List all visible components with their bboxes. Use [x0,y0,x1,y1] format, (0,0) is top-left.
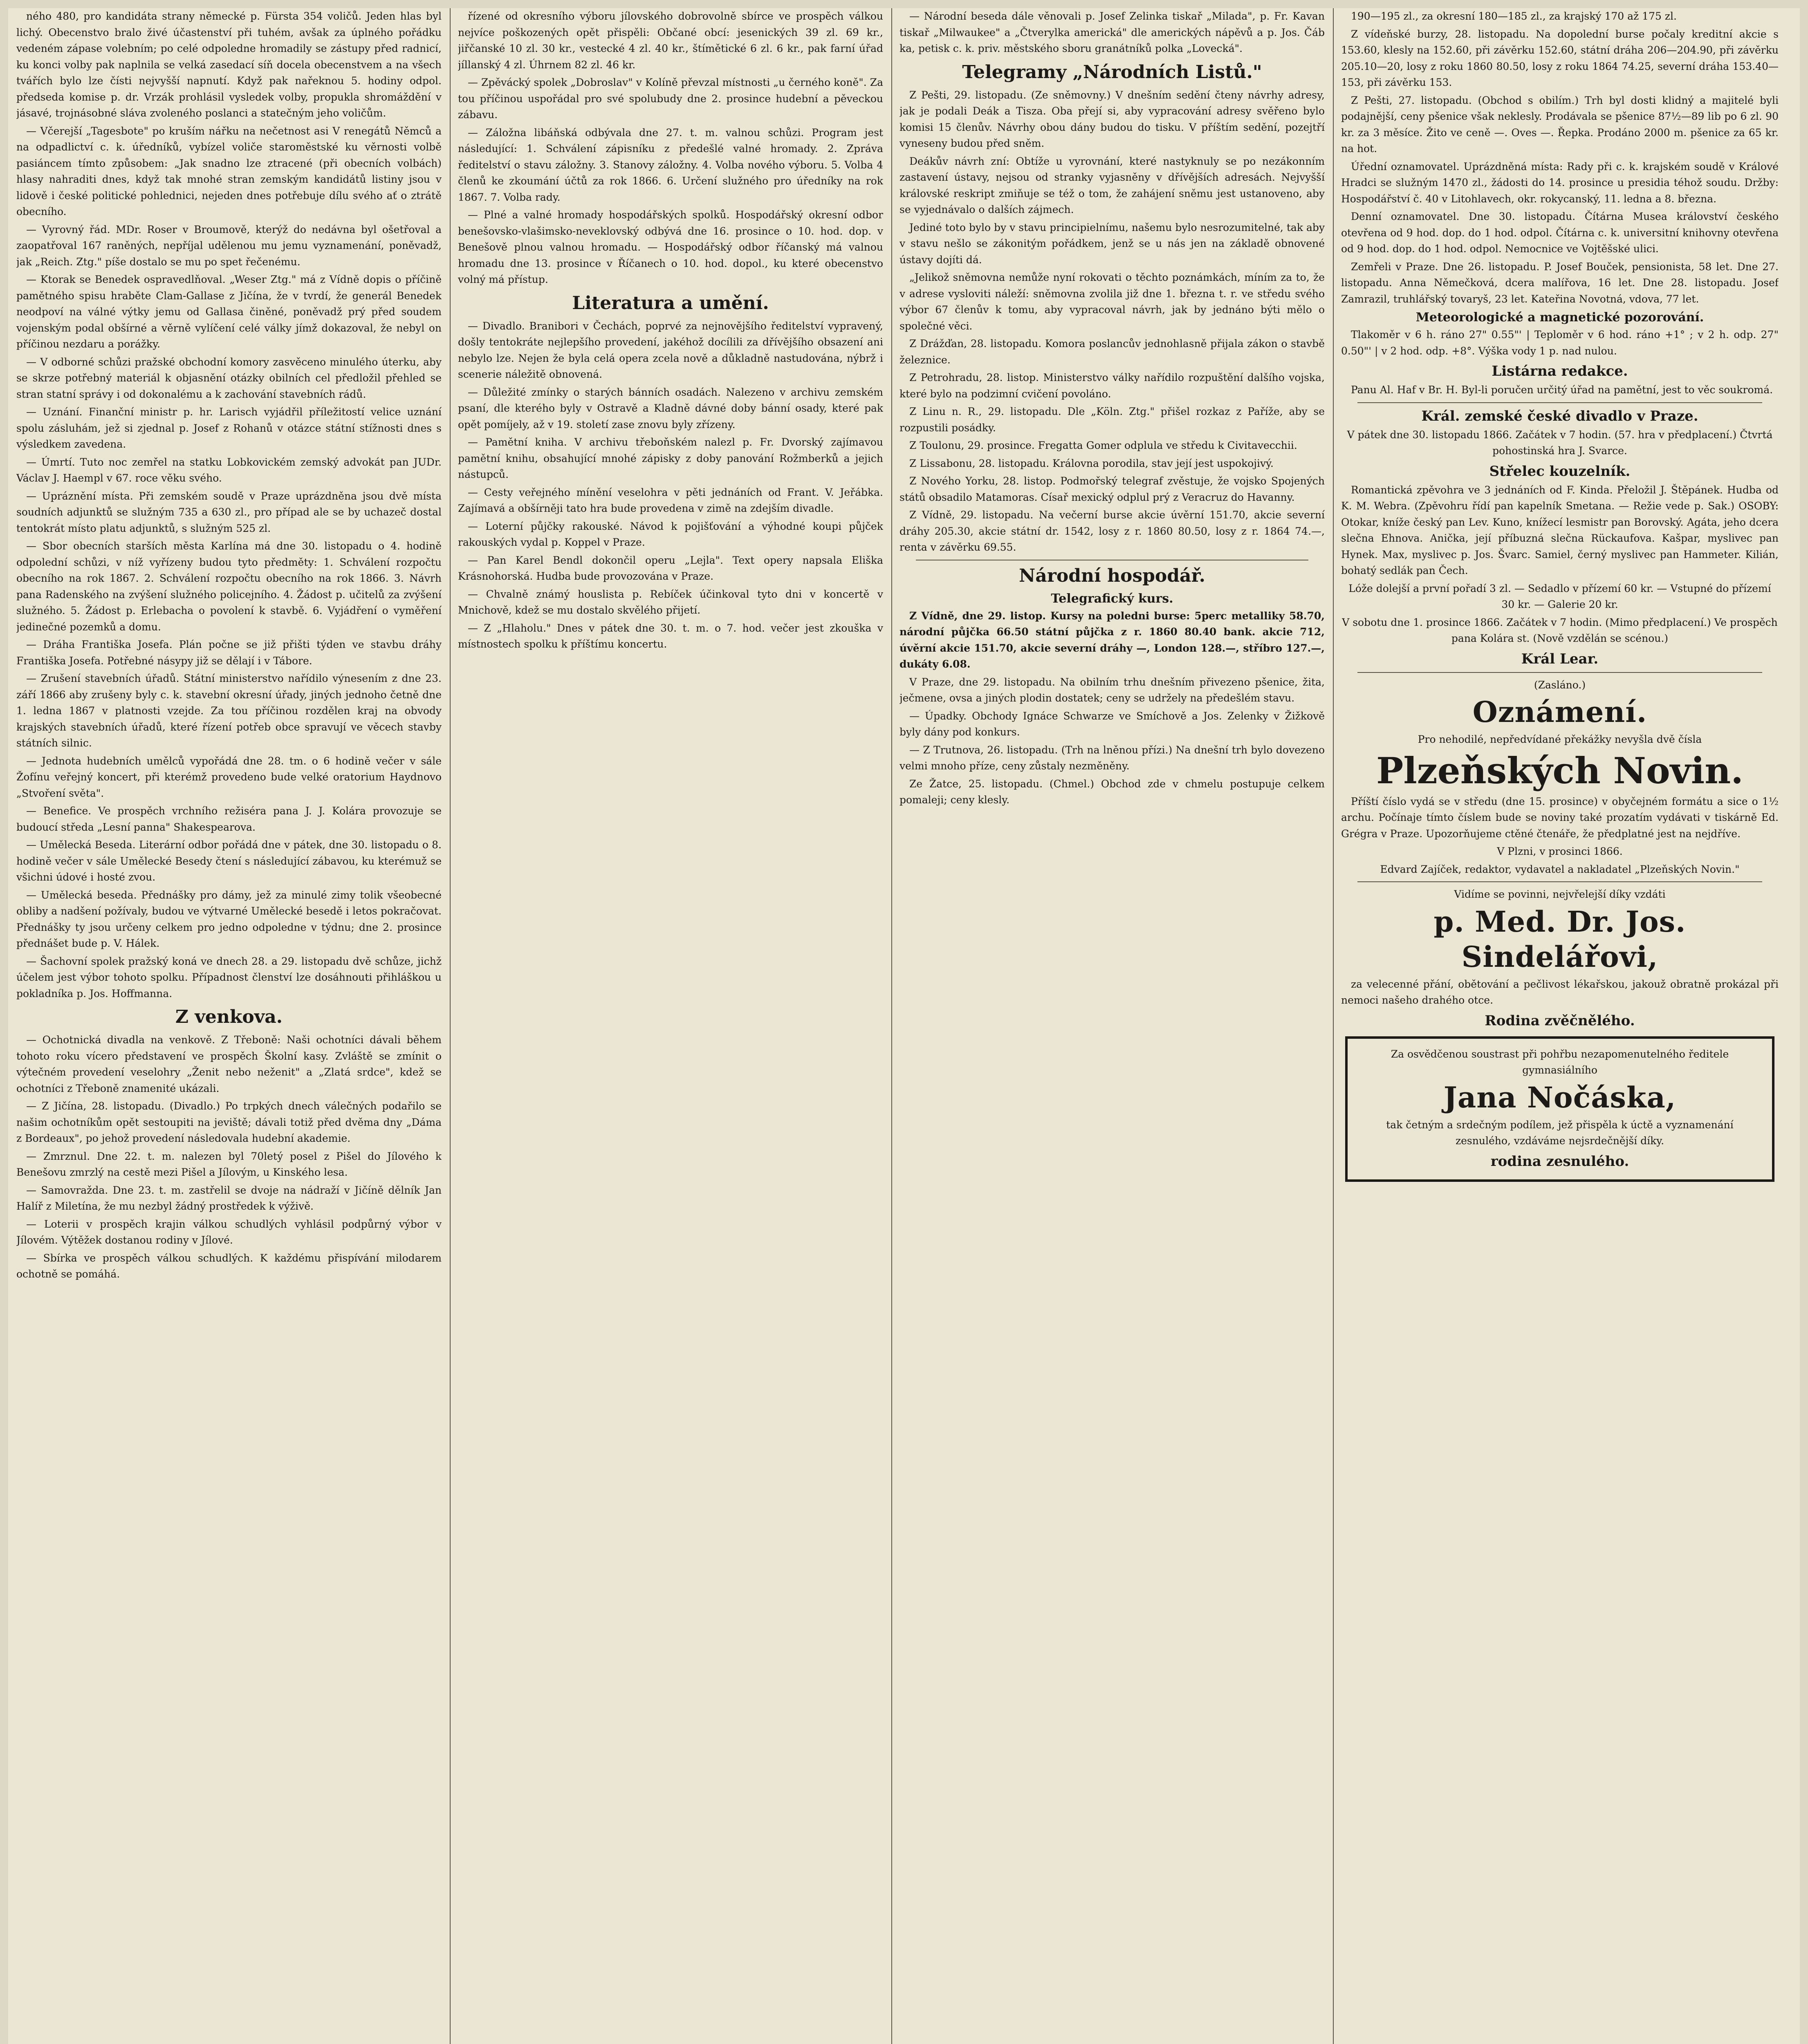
paragraph: — Sbor obecních starších města Karlína má dne 30. listopadu o 4. hodině odpolední schůzi, v níž vyřízeny budou tyto předměty: 1. Schválení rozpočtu obecního na rok 1867. 2. Schválení rozpočtu obecního na rok 1866. 3. Návrh pana Radenského na zvýšení služného policejního. 4. Žádost p. učitelů za zvýšení služného. 5. Žádost p. Erlebacha o povolení k stavbě. 6. Vyjádření o vyměření jedinečné pozemků a domu. [16,540,442,633]
paragraph: (Zasláno.) [1534,679,1586,691]
paragraph: Z Vídně, dne 29. listop. Kursy na poledni burse: 5perc metalliky 58.70, národní půjčka 66.50 státní půjčka z r. 1860 80.40 bank. akcie 712, úvěrní akcie 151.70, akcie severní dráhy —, London 128.—, stříbro 127.—, dukáty 6.08. [900,610,1325,670]
divider [1357,402,1762,403]
paragraph: — Pamětní kniha. V archivu třeboňském nalezl p. Fr. Dvorský zajímavou pamětní knihu, obsahující mnohé zápisky z doby panování Rožmberků a jejich nástupců. [458,436,883,480]
section-heading: Literatura a umění. [572,292,769,314]
paragraph: Z Nového Yorku, 28. listop. Podmořský telegraf zvěstuje, že vojsko Spojených států obsadilo Matamoras. Císař mexický odplul prý z Veracruz do Havanny. [900,475,1325,503]
paragraph: — Úpadky. Obchody Ignáce Schwarze ve Smíchově a Jos. Zelenky v Žižkově byly dány pod konkurs. [900,710,1325,738]
signature: Rodina zvěčnělého. [1485,1012,1635,1029]
subsection-heading: Meteorologické a magnetické pozorování. [1415,310,1704,325]
paragraph: — Vyrovný řád. MDr. Roser v Broumově, kterýž do nedávna byl ošetřoval a zaopatřoval 167 raněných, nepříjal udělenou mu jemu vyznamenání, poněvadž, jak „Reich. Ztg." píše dostalo se mu po spet řečenému. [16,223,442,268]
divider [1357,672,1762,673]
paragraph: V pátek dne 30. listopadu 1866. Začátek v 7 hodin. (57. hra v předplacení.) Čtvrtá pohostinská hra J. Svarce. [1347,428,1773,457]
paragraph: Z Vídně, 29. listopadu. Na večerní burse akcie úvěrní 151.70, akcie severní dráhy 205.30, akcie státní dr. 1542, losy z r. 1860 80.50, losy z r. 1864 74.—, renta v závěrku 69.55. [900,509,1325,553]
column-3 [900,8,1325,2044]
paragraph: — Z Trutnova, 26. listopadu. (Trh na lněnou přízi.) Na dnešní trh bylo dovezeno velmi mnoho příze, ceny zůstaly nezměněny. [900,744,1325,772]
paragraph: — Loterii v prospěch krajin válkou schudlých vyhlásil podpůrný výbor v Jílovém. Výtěžek dostanou rodiny v Jílové. [16,1218,442,1246]
paragraph: — Včerejší „Tagesbote" po kruším nářku na nečetnost asi V renegátů Němců a na odpadlictví c. k. úředníků, vybízel voliče staroměstské ku věrnosti volbě pasiáncem tímto způsobem: „Jak snadno lze ztracené (při obecních volbách) hlasy nahraditi dnes, když tak mnohé stran zemským kandidátů listiny jsou v lidově i české politické pohlednici, nejeden dnes potřebuje dílu svého ať o ztrátě obecního. [16,125,442,217]
paragraph: — Cesty veřejného mínění veselohra v pěti jednáních od Frant. V. Jeřábka. Zajímavá a obšírněji tato hra bude provedena v zimě na zdejším divadle. [458,486,883,514]
paragraph: — Záložna libáňská odbývala dne 27. t. m. valnou schůzi. Program jest následující: 1. Schválení zápisníku z předešlé valné hromady. 2. Zpráva ředitelství o stavu záložny. 3. Stanovy záložny. 4. Volba nového výboru. 5. Volba 4 členů ke zkoumání účtů za rok 1866. 6. Určení služného pro úředníky na rok 1867. 7. Volba rady. [458,126,883,203]
paragraph: řízené od okresního výboru jílovského dobrovolně sbírce ve prospěch válkou nejvíce poškozených opět přispěli: Občané obcí: jesenických 39 zl. 69 kr., jiřčanské 10 zl. 30 kr., vestecké 4 zl. 40 kr., štímětické 6 zl. 6 kr., pak farní úřad jíllanský 4 zl. Úhrnem 82 zl. 46 kr. [458,10,883,71]
paragraph: Tlakoměr v 6 h. ráno 27" 0.55"' | Teploměr v 6 hod. ráno +1° ; v 2 h. odp. 27" 0.50"' | v 2 hod. odp. +8°. Výška vody 1 p. nad nulou. [1341,329,1779,357]
paragraph: — Ktorak se Benedek ospravedlňoval. „Weser Ztg." má z Vídně dopis o příčině pamětného spisu hraběte Clam-Gallase z Jičína, že v tvrdí, že generál Benedek neodpoví na válné výtky jemu od Gallasa činěné, poněvadž prý před soudem vojenským podal obšírné a věrně vylíčení celé války jímž dokazoval, že nebyl on příčinou nezdaru a porážky. [16,273,442,350]
paragraph: — Pan Karel Bendl dokončil operu „Lejla". Text opery napsala Eliška Krásnohorská. Hudba bude provozována v Praze. [458,554,883,582]
paragraph: — Z Jičína, 28. listopadu. (Divadlo.) Po trpkých dnech válečných podařilo se našim ochotníkům opět sestoupiti na jeviště; dávali totiž před dvěma dny „Dáma z Bordeaux", po jehož provedení následovala hudební akademie. [16,1100,442,1144]
paragraph: — Uznání. Finanční ministr p. hr. Larisch vyjádřil příležitostí velice uznání spolu zásluhám, jež si zjednal p. Josef z Rohanů v otázce státní stížnosti dnes s výsledkem zavedena. [16,406,442,450]
column-rule [891,8,892,2044]
paragraph: — Umělecká beseda. Přednášky pro dámy, jež za minulé zimy tolik všeobecné obliby a nadšení požívaly, budou ve výtvarné Umělecké besedě i letos pokračovat. Přednášky ty jsou určeny celkem pro jedno odpoledne v týdnu; dne 2. prosince přednášet bude p. V. Hálek. [16,889,442,949]
paragraph: — Důležité zmínky o starých bánních osadách. Nalezeno v archivu zemském psaní, dle kterého byly v Ostravě a Kladně dávné doby bánní osady, které pak opět pomíjely, až v 19. století zase znovu byly zřízeny. [458,386,883,430]
paragraph: Edvard Zajíček, redaktor, vydavatel a nakladatel „Plzeňských Novin." [1380,863,1740,875]
paragraph: Pro nehodilé, nepředvídané překážky nevyšla dvě čísla [1418,733,1702,745]
paragraph: Z Pešti, 29. listopadu. (Ze sněmovny.) V dnešním sedění čteny návrhy adresy, jak je podali Deák a Tisza. Oba přejí si, aby vypracování adresy svěřeno bylo komisi 15 členův. Návrhy obou dány budou do tisku. V příštím sedění, pozejtří vyneseny budou před sněm. [900,89,1325,149]
paragraph: — Dráha Františka Josefa. Plán počne se již přišti týden ve stavbu dráhy Františka Josefa. Potřebné násypy již se dělají i v Tábore. [16,639,442,667]
paragraph: — Zmrznul. Dne 22. t. m. nalezen byl 70letý posel z Pišel do Jílového k Benešovu zmrzlý na cestě mezi Pišel a Jílovým, u Kinského lesa. [16,1150,442,1178]
play-title: Střelec kouzelník. [1489,463,1631,480]
paragraph: — Samovražda. Dne 23. t. m. zastřelil se dvoje na nádraží v Jičíně dělník Jan Halíř z Miletína, že mu nezbyl žádný prostředek k výživě. [16,1184,442,1212]
paragraph: Z Drážďan, 28. listopadu. Komora poslancův jednohlasně přijala zákon o stavbě železnice. [900,338,1325,366]
paragraph: Z Linu n. R., 29. listopadu. Dle „Köln. Ztg." přišel rozkaz z Paříže, aby se rozpustili posádky. [900,406,1325,434]
play-title: Král Lear. [1521,650,1599,667]
paragraph: Příští číslo vydá se v středu (dne 15. prosince) v obyčejném formátu a sice o 1½ archu. Počínaje tímto číslem bude se noviny také prozatím vydávati v tiskárně Ed. Grégra v Praze. Upozorňujeme ctěné čtenáře, že předplatné jest na nejdříve. [1341,795,1779,840]
paragraph: Z Lissabonu, 28. listopadu. Královna porodila, stav její jest uspokojivý. [909,457,1274,469]
paragraph: — Šachovní spolek pražský koná ve dnech 28. a 29. listopadu dvě schůze, jichž účelem jest výbor tohoto spolku. Případnost členství lze dosáhnouti přihláškou u pokladníka p. Jos. Hoffmanna. [16,955,442,1000]
paragraph: — Divadlo. Branibori v Čechách, poprvé za nejnovějšího ředitelství vypravený, došly tentokráte nejlepšího provedení, jakéhož docílili za dřívějšího obsazení ani nebylo lze. Nejen že byla celá opera zcela nově a důkladně nastudována, nýbrž i scenerie náležitě obnovená. [458,320,883,380]
paragraph: Vidíme se povinni, nejvřelejší díky vzdáti [1454,888,1666,900]
paragraph: Panu Al. Haf v Br. H. Byl-li poručen určitý úřad na pamětní, jest to věc soukromá. [1351,384,1773,396]
notice-title: p. Med. Dr. Jos. Sindelářovi, [1433,904,1686,974]
paragraph: 190—195 zl., za okresní 180—185 zl., za krajský 170 až 175 zl. [1351,10,1677,22]
paragraph: — Loterní půjčky rakouské. Návod k pojišťování a výhodné koupi půjček rakouských vydal p. Koppel v Praze. [458,520,883,548]
column-4 [1341,8,1779,2044]
masthead-title: Plzeňských Novin. [1376,749,1743,792]
paragraph: Úřední oznamovatel. Uprázdněná místa: Rady při c. k. krajském soudě v Králové Hradci se služným 1470 zl., žádosti do 14. prosince u presidia téhož soudu. Držby: Hospodářství č. 40 v Litohlavech, okr. rokycanský, 11. ledna a 8. března. [1341,160,1779,205]
paragraph: V Plzni, v prosinci 1866. [1497,845,1623,857]
column-2 [458,8,883,2044]
divider [1357,881,1762,882]
paragraph: Z vídeňské burzy, 28. listopadu. Na dopolední burse počaly kreditní akcie s 153.60, klesly na 152.60, při závěrku 152.60, státní dráha 206—204.90, při závěrku 205.10—20, losy z roku 1860 80.50, losy z roku 1864 74.25, severní dráha 153.40—153, při závěrku 153. [1341,28,1779,88]
signature: rodina zesnulého. [1490,1153,1629,1170]
column-rule [1333,8,1334,2044]
newspaper-page [8,8,1800,2044]
section-heading: Listárna redakce. [1492,363,1628,379]
paragraph: — V odborné schůzi pražské obchodní komory zasvěceno minulého úterku, aby se skrze potřebný materiál k objasnění otázky obilních cel předložil přehled se stran statní správy i od dokonalému a k zachování stavebních rádů. [16,356,442,400]
paragraph: V sobotu dne 1. prosince 1866. Začátek v 7 hodin. (Mimo předplacení.) Ve prospěch pana Kolára st. (Nově vzdělán se scénou.) [1342,616,1778,644]
paragraph: — Národní beseda dále věnovali p. Josef Zelinka tiskař „Milada", p. Fr. Kavan tiskař „Milwaukee" a „Čtverylka americká" dle amerických nápěvů a p. Jos. Čáb ka, petisk c. k. priv. městského sboru granátníků polka „Lovecká". [900,10,1325,54]
notice-title: Jana Nočáska, [1443,1080,1676,1114]
section-heading: Telegramy „Národních Listů." [962,61,1262,83]
paragraph: — Úmrtí. Tuto noc zemřel na statku Lobkovickém zemský advokát pan JUDr. Václav J. Haempl v 67. roce věku svého. [16,456,442,484]
paragraph: — Zpěvácký spolek „Dobroslav" v Kolíně převzal místnosti „u černého koně". Za tou příčinou uspořádal pro své spolubudy dne 2. prosince hudební a pěveckou zábavu. [458,76,883,121]
paragraph: Jediné toto bylo by v stavu principielnímu, našemu bylo nesrozumitelné, tak aby v stavu nešlo se zákonitým pořádkem, jenž se u nás jen na základě obnovené ústavy dojíti dá. [900,221,1325,266]
paragraph: tak četným a srdečným podílem, jež přispěla k úctě a vyznamenání zesnulého, vzdáváme nejsrdečnější díky. [1386,1118,1734,1147]
paragraph: — Zrušení stavebních úřadů. Státní ministerstvo nařídilo výnesením z dne 23. září 1866 aby zrušeny byly c. k. stavební okresní úřady, jiných jednoho četně dne 1. ledna 1867 v platnosti vzejde. Za tou příčinou rozdělen kraj na obvody krajských stavebních úřadů, které řízení potřeb obce spravují ve věcech stavby státních silnic. [16,672,442,749]
column-1 [16,8,442,2044]
paragraph: — Z „Hlaholu." Dnes v pátek dne 30. t. m. o 7. hod. večer jest zkouška v místnostech spolku k příštímu koncertu. [458,622,883,650]
paragraph: Ze Žatce, 25. listopadu. (Chmel.) Obchod zde v chmelu postupuje celkem pomaleji; ceny klesly. [900,778,1325,806]
paragraph: — Upráznění místa. Při zemském soudě v Praze uprázdněna jsou dvě místa soudních adjunktů se služným 735 a 630 zl., pro případ ale se by uchazeč dostal tentokrát místo platu adjunktů, s služným 525 zl. [16,490,442,534]
paragraph: — Jednota hudebních umělců vypořádá dne 28. tm. o 6 hodině večer v sále Žofínu veřejný koncert, při kterémž provedeno bude velké oratorium Haydnovo „Stvoření světa". [16,755,442,799]
paragraph: za velecenné přání, obětování a pečlivost lékařskou, jakouž obratně prokázal při nemoci našeho drahého otce. [1341,978,1779,1006]
paragraph: Denní oznamovatel. Dne 30. listopadu. Čítárna Musea království českého otevřena od 9 hod. dop. do 1 hod. odpol. Čítárna c. k. universitní knihovny otevřena od 9 hod. dop. do 1 hod. odpol. Nemocnice ve Vojtěšské ulici. [1341,211,1779,255]
paragraph: — Sbírka ve prospěch válkou schudlých. K každému přispívání milodarem ochotně se pomáhá. [16,1252,442,1280]
paragraph: Z Petrohradu, 28. listop. Ministerstvo války nařídilo rozpuštění dalšího vojska, které bylo na podzimní cvičení povoláno. [900,372,1325,400]
paragraph: „Jelikož sněmovna nemůže nyní rokovati o těchto poznámkách, míním za to, že v adrese vysloviti náleží: sněmovna zvolila již dne 1. března t. r. ve středu svého výbor 67 členův k tomu, aby vypracoval návrh, jak by jednáno býti mělo o společné věci. [900,271,1325,332]
paragraph: — Benefice. Ve prospěch vrchního režiséra pana J. J. Kolára provozuje se budoucí středa „Lesní panna" Shakespearova. [16,805,442,833]
paragraph: Lóže dolejší a první pořadí 3 zl. — Sedadlo v přízemí 60 kr. — Vstupné do přízemí 30 kr. — Galerie 20 kr. [1348,582,1771,610]
section-heading: Národní hospodář. [1018,565,1205,586]
paragraph: — Chvalně známý houslista p. Rebíček účinkoval tyto dni v koncertě v Mnichově, kdež se mu dostalo skvělého přijetí. [458,588,883,616]
notice-title: Oznámení. [1472,695,1647,729]
section-heading: Z venkova. [175,1006,283,1027]
theatre-heading: Král. zemské české divadlo v Praze. [1421,408,1698,424]
paragraph: — Plné a valné hromady hospodářských spolků. Hospodářský okresní odbor benešovsko-vlašimsko-neveklovský odbývá dne 16. prosince o 10. hod. dop. v Benešově plnou valnou hromadu. — Hospodářský odbor říčanský má valnou hromadu dne 13. prosince v Říčanech o 10. hod. dopol., ku které obecenstvo volný má přístup. [458,209,883,285]
paragraph: Romantická zpěvohra ve 3 jednáních od F. Kinda. Přeložil J. Štěpánek. Hudba od K. M. Webra. (Zpěvohru řídí pan kapelník Smetana. — Režie vede p. Sak.) OSOBY: Otokar, kníže český pan Lev. Kuno, knížecí lesmistr pan Borovský. Agáta, jeho dcera slečna Ehnova. Anička, její příbuzná slečna Rückaufova. Kašpar, myslivec pan Hynek. Max, myslivec p. Jos. Švarc. Samiel, černý myslivec pan Hammeter. Kilián, bohatý sedlák pan Čech. [1341,484,1779,576]
obituary-box [1345,1036,1774,1182]
paragraph: V Praze, dne 29. listopadu. Na obilním trhu dnešním přivezeno pšenice, žita, ječmene, ovsa a jiných plodin dostatek; ceny se udržely na předešlém stavu. [900,676,1325,704]
paragraph: ného 480, pro kandidáta strany německé p. Fürsta 354 voličů. Jeden hlas byl lichý. Obecenstvo bralo živé účastenství při tuhém, avšak za úplného pořádku vedeném zápase volebním; po celé odpoledne hromadily se zástupy před radnicí, ku konci volby pak naplnila se velká zasedací síň docela obecenstvem a na všech tvářích bylo lze čísti nejvyšší napnutí. Když pak nařeknou 5. hodiny odpol. předseda komise p. dr. Vrzák prohlásil vysledek volby, propukla shromáždění v jásavé, trojnásobné sláva zvoleného poslanci a statečným jeho voličům. [16,10,442,119]
paragraph: — Umělecká Beseda. Literární odbor pořádá dne v pátek, dne 30. listopadu o 8. hodině večer v sále Umělecké Besedy čtení s následující zábavou, ku kterémuž se všichni údové i hosté zvou. [16,839,442,883]
column-rule [450,8,451,2044]
paragraph: Deákův návrh zní: Obtíže u vyrovnání, které nastyknuly se po nezákonním zastavení ústavy, nejsou od stranky vyjasněny v dřívějších adresách. Nejvyšší královské reskript zmiňuje se též o tom, že zahájení sněmu jest ustanoveno, aby se vyjednávalo o dalších zájmech. [900,155,1325,215]
paragraph: Z Toulonu, 29. prosince. Fregatta Gomer odplula ve středu k Civitavecchii. [909,439,1297,451]
subsection-heading: Telegrafický kurs. [1051,591,1173,606]
paragraph: Za osvědčenou soustrast při pohřbu nezapomenutelného ředitele gymnasiálního [1391,1048,1729,1076]
paragraph: Zemřeli v Praze. Dne 26. listopadu. P. Josef Bouček, pensionista, 58 let. Dne 27. listopadu. Anna Němečková, dcera malířova, 16 let. Dne 28. listopadu. Josef Zamrazil, truhlářský tovaryš, 23 let. Kateřina Novotná, vdova, 77 let. [1341,260,1779,305]
paragraph: Z Pešti, 27. listopadu. (Obchod s obilím.) Trh byl dosti klidný a majitelé byli podajnější, ceny pšenice však neklesly. Prodávala se pšenice 87½—89 lib po 6 zl. 90 kr. za 3 měsíce. Žito ve ceně —. Oves —. Řepka. Prodáno 2000 m. pšenice za 65 kr. na hot. [1341,94,1779,155]
paragraph: — Ochotnická divadla na venkově. Z Třeboně: Naši ochotníci dávali během tohoto roku vícero představení ve prospěch Školní kasy. Zvláště se zmínit o výtečném provedení veselohry „Ženit nebo neženit" a „Zlatá srdce", kdež se ochotníci z Třeboně znamenité ukázali. [16,1034,442,1094]
